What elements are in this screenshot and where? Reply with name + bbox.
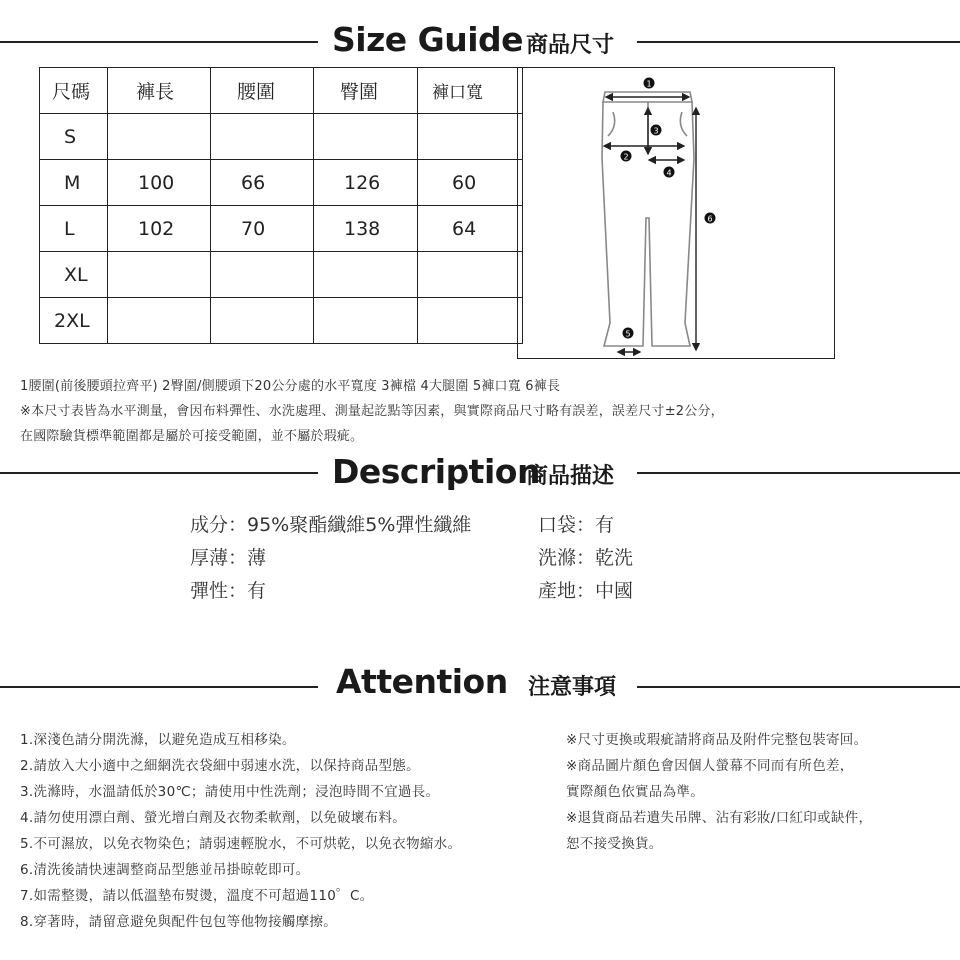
table-row (40, 252, 523, 298)
return-note-3-cont: 恕不接受換貨。 (566, 836, 663, 852)
svg-text:5: 5 (625, 329, 631, 339)
pants-illustration (518, 68, 834, 358)
svg-text:2: 2 (623, 152, 629, 162)
marker-1 (644, 78, 655, 89)
table-cell: 126 (314, 160, 418, 206)
attention-title-zh: 注意事項 (528, 675, 617, 700)
table-cell (418, 114, 523, 160)
table-cell: 100 (108, 160, 211, 206)
return-note-2-cont: 實際顏色依實品為準。 (566, 784, 704, 800)
table-header-row (40, 68, 523, 114)
attention-rule-left (0, 686, 318, 688)
table-cell (211, 252, 314, 298)
svg-text:6: 6 (707, 214, 713, 224)
measurement-note-cont: 在國際驗貨標準範圍都是屬於可接受範圍，並不屬於瑕疵。 (20, 429, 364, 444)
size-label: S (40, 114, 108, 160)
care-item-4: 4.請勿使用漂白劑、螢光增白劑及衣物柔軟劑，以免破壞布料。 (20, 810, 407, 826)
pocket-text: 口袋：有 (538, 514, 615, 536)
table-cell: 64 (418, 206, 523, 252)
description-rule-left (0, 472, 318, 474)
header-cell-hem: 褲口寬 (418, 68, 523, 114)
table-row (40, 160, 523, 206)
description-title: Description (332, 452, 540, 491)
table-cell (418, 252, 523, 298)
size-label: XL (40, 252, 108, 298)
origin-text: 產地：中國 (538, 580, 634, 602)
table-row (40, 206, 523, 252)
header-cell-length: 褲長 (108, 68, 211, 114)
table-cell: 60 (418, 160, 523, 206)
description-title-zh: 商品描述 (526, 464, 615, 489)
marker-5 (623, 328, 634, 339)
return-note-3: ※退貨商品若遺失吊牌、沾有彩妝/口紅印或缺件， (566, 810, 873, 826)
table-row (40, 298, 523, 344)
table-cell (314, 114, 418, 160)
table-cell: 66 (211, 160, 314, 206)
size-guide-rule-right (637, 41, 960, 43)
table-cell: 70 (211, 206, 314, 252)
measurement-legend: 1腰圍(前後腰頭拉齊平) 2臀圍/側腰頭下20公分處的水平寬度 3褲檔 4大腿圍 5褲口寬 6褲長 (20, 379, 561, 394)
return-note-1: ※尺寸更換或瑕疵請將商品及附件完整包裝寄回。 (566, 732, 868, 748)
size-label: 2XL (40, 298, 108, 344)
table-cell: 102 (108, 206, 211, 252)
table-cell (211, 114, 314, 160)
marker-3 (651, 125, 662, 136)
description-rule-right (637, 472, 960, 474)
thickness-text: 厚薄：薄 (190, 547, 267, 569)
measure-lines (604, 97, 696, 352)
svg-text:4: 4 (666, 168, 672, 178)
attention-title: Attention (336, 662, 508, 701)
size-table (39, 67, 523, 344)
header-cell-hip: 臀圍 (314, 68, 418, 114)
header-cell-waist: 腰圍 (211, 68, 314, 114)
care-item-3: 3.洗滌時，水溫請低於30℃；請使用中性洗劑；浸泡時間不宜過長。 (20, 784, 440, 800)
table-cell (108, 298, 211, 344)
marker-4 (664, 167, 675, 178)
care-item-2: 2.請放入大小適中之細網洗衣袋細中弱速水洗，以保持商品型態。 (20, 758, 420, 774)
care-item-5: 5.不可濕放，以免衣物染色；請弱速輕脫水，不可烘乾，以免衣物縮水。 (20, 836, 462, 852)
table-cell: 138 (314, 206, 418, 252)
size-guide-title-zh: 商品尺寸 (526, 33, 615, 58)
table-cell (211, 298, 314, 344)
table-cell (418, 298, 523, 344)
table-cell (314, 252, 418, 298)
marker-6 (705, 213, 716, 224)
return-note-2: ※商品圖片顏色會因個人螢幕不同而有所色差， (566, 758, 854, 774)
material-text: 成分：95%聚酯纖維5%彈性纖維 (190, 514, 472, 536)
size-label: L (40, 206, 108, 252)
marker-2 (621, 151, 632, 162)
care-item-7: 7.如需整燙，請以低溫墊布熨燙，溫度不可超過110゜C。 (20, 888, 374, 904)
svg-text:1: 1 (646, 79, 652, 89)
care-item-8: 8.穿著時，請留意避免與配件包包等他物接觸摩擦。 (20, 914, 338, 930)
table-row (40, 114, 523, 160)
measurement-note: ※本尺寸表皆為水平測量，會因布料彈性、水洗處理、測量起訖點等因素，與實際商品尺寸略有誤差，誤差尺寸±2公分， (20, 404, 724, 419)
table-cell (108, 114, 211, 160)
size-guide-rule-left (0, 41, 318, 43)
svg-text:3: 3 (653, 126, 659, 136)
measurement-diagram (517, 67, 835, 359)
size-label: M (40, 160, 108, 206)
elasticity-text: 彈性：有 (190, 580, 267, 602)
attention-rule-right (637, 686, 960, 688)
size-guide-title: Size Guide (332, 20, 524, 59)
care-item-1: 1.深淺色請分開洗滌，以避免造成互相移染。 (20, 732, 296, 748)
washing-text: 洗滌：乾洗 (538, 547, 634, 569)
table-cell (108, 252, 211, 298)
care-item-6: 6.清洗後請快速調整商品型態並吊掛晾乾即可。 (20, 862, 310, 878)
header-cell-size: 尺碼 (40, 68, 108, 114)
table-cell (314, 298, 418, 344)
